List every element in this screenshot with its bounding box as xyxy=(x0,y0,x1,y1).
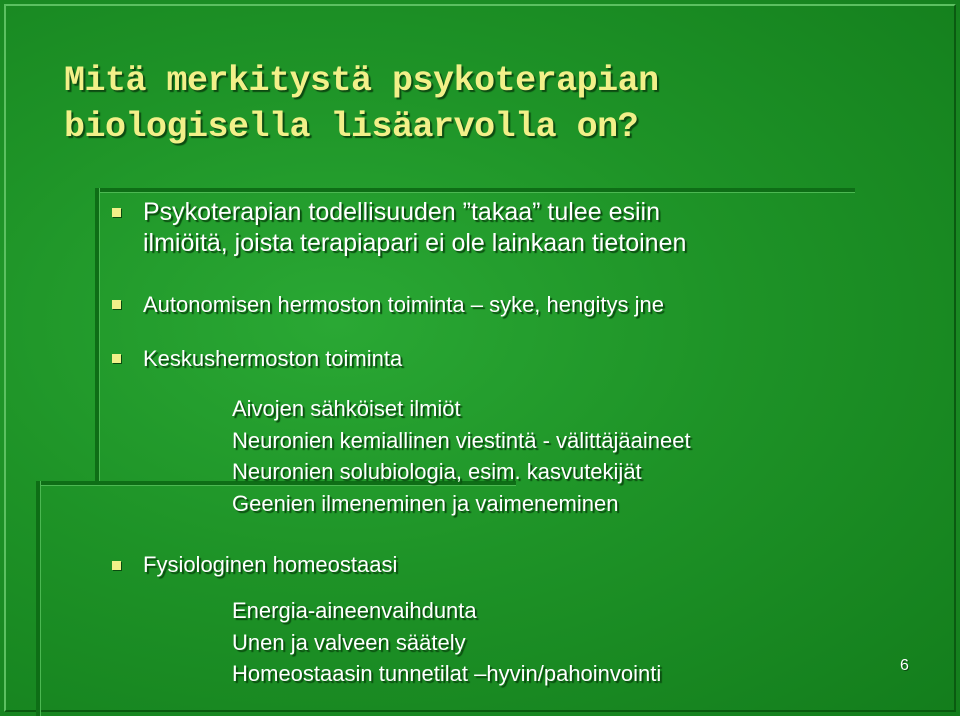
bullet-square-icon xyxy=(112,300,121,309)
bullet-square-icon xyxy=(112,354,121,363)
bullet-1-text xyxy=(143,197,686,259)
bullet-1-line: ilmiöitä, joista terapiapari ei ole lainkaan tietoinen xyxy=(143,229,687,257)
bullet-3-subitems xyxy=(232,393,691,519)
subitem: Energia-aineenvaihdunta xyxy=(232,598,477,623)
slide-title-line: Mitä merkitystä psykoterapian xyxy=(64,61,659,101)
frame-line-left xyxy=(95,188,99,483)
slide-title xyxy=(64,58,659,150)
subitem: Homeostaasin tunnetilat –hyvin/pahoinvointi xyxy=(232,661,662,686)
subitem: Geenien ilmeneminen ja vaimeneminen xyxy=(232,490,619,516)
subitem: Aivojen sähköiset ilmiöt xyxy=(232,396,461,421)
bullet-1-line: Psykoterapian todellisuuden ”takaa” tulee esiin xyxy=(143,198,660,226)
bullet-4-text: Fysiologinen homeostaasi xyxy=(143,552,398,577)
bullet-4-subitems xyxy=(232,595,661,690)
page-number: 6 xyxy=(900,657,909,674)
bullet-2-text: Autonomisen hermoston toiminta – syke, hengitys jne xyxy=(143,292,664,317)
slide-title-line: biologisella lisäarvolla on? xyxy=(64,107,639,147)
bullet-square-icon xyxy=(112,208,121,217)
subitem: Unen ja valveen säätely xyxy=(232,629,466,655)
subitem: Neuronien kemiallinen viestintä - välittäjäaineet xyxy=(232,427,691,453)
bullet-square-icon xyxy=(112,561,121,570)
subitem: Neuronien solubiologia, esim. kasvutekijät xyxy=(232,459,642,484)
frame-line-top xyxy=(95,188,855,192)
bullet-3-text: Keskushermoston toiminta xyxy=(143,346,403,371)
frame-line-lower-left xyxy=(36,481,40,716)
